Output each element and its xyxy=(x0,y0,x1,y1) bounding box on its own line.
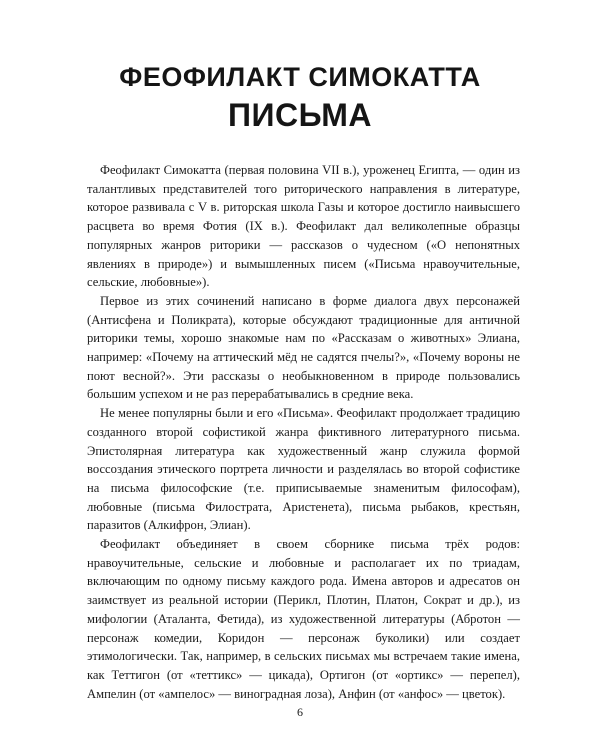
page-title: ПИСЬМА xyxy=(227,97,373,133)
paragraph-1: Феофилакт Симокатта (первая половина VII в.), уроженец Египта, — один из талантливых представителей того риторического направления в литературе, которое развивала с V в. риторская школа Газы и которое достигло наивысшего расцвета во время Фотия (IX в.). Феофилакт дал великолепные образцы популярных жанров риторики — рассказов о чудесном («О непонятных явлениях в природе») и вымышленных писем («Письма нравоучительные, сельские, любовные»). xyxy=(87,163,520,290)
paragraph-3: Не менее популярны были и его «Письма». Феофилакт продолжает традицию созданного второй софистикой жанра фиктивного литературного письма. Эпистолярная литература как художественный жанр служила формой воссоздания этического портрета личности и разделялась во второй софистике на письма философские (т.е. приписываемые знаменитым философам), любовные (письма Филострата, Аристенета), письма рыбаков, крестьян, паразитов (Алкифрон, Элиан). xyxy=(87,406,520,533)
author-heading: ФЕОФИЛАКТ СИМОКАТТА xyxy=(119,62,481,92)
paragraph-2: Первое из этих сочинений написано в форме диалога двух персонажей (Антисфена и Поликрата), которые обсуждают традиционные для античной риторики темы, хорошо знакомые нам по «Рассказам о животных» Элиана, например: «Почему на аттический мёд не садятся пчелы?», «Почему вороны не поют весной?». Эти рассказы о необыкновенном в природе пользовались большим успехом и не раз перерабатывались в средние века. xyxy=(87,293,520,402)
page-number: 6 xyxy=(297,705,303,719)
paragraph-4: Феофилакт объединяет в своем сборнике письма трёх родов: нравоучительные, сельские и любовные и располагает их по триадам, включающим по одному письму каждого рода. Имена авторов и адресатов он заимствует из реальной истории (Перикл, Плотин, Платон, Сократ и др.), из мифологии (Аталанта, Фетида), из художественной литературы (Абротон — персонаж комедии, Коридон — персонаж буколики) или создает этимологически. Так, например, в сельских письмах мы встречаем такие имена, как Теттигон (от «теттикс» — цикада), Ортигон (от «ортикс» — перепел), Ампелин (от «ампелос» — виноградная лоза), Анфин (от «анфос» — цветок). xyxy=(87,537,520,701)
body-text xyxy=(87,161,520,703)
